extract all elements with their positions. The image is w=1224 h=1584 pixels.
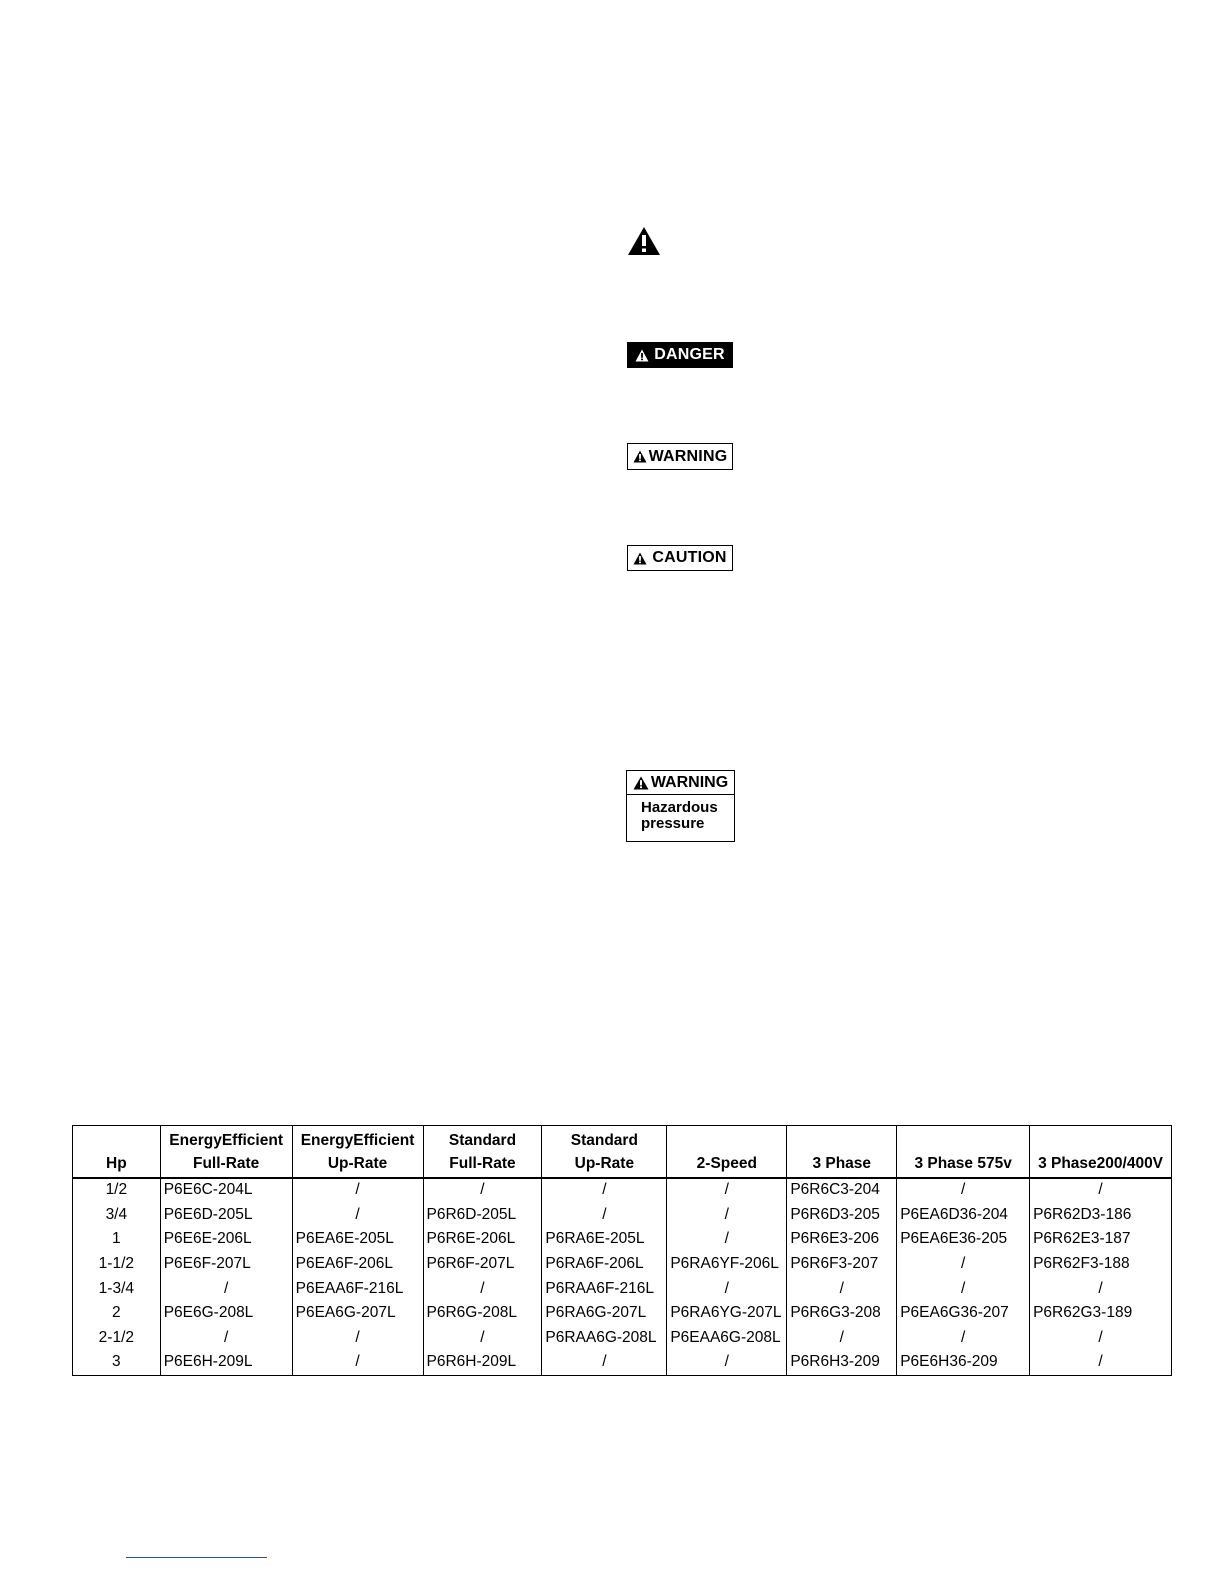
column-header-line xyxy=(1033,1129,1168,1152)
hazardous-pressure-warning xyxy=(626,770,735,842)
model-cell: / xyxy=(1030,1326,1172,1351)
hp-cell: 1-3/4 xyxy=(73,1276,161,1301)
column-header-line: 2-Speed xyxy=(696,1154,757,1172)
model-cell: P6R6H-209L xyxy=(423,1350,542,1375)
model-cell: P6R62F3-188 xyxy=(1030,1252,1172,1277)
caution-label xyxy=(627,545,733,571)
warning-triangle-icon xyxy=(633,450,647,463)
model-cell: / xyxy=(1030,1276,1172,1301)
model-cell: / xyxy=(787,1276,897,1301)
model-cell: / xyxy=(160,1276,292,1301)
model-cell: P6R62G3-189 xyxy=(1030,1301,1172,1326)
column-header-line xyxy=(670,1129,783,1152)
warning-triangle-icon xyxy=(633,776,649,790)
column-header-line xyxy=(790,1129,893,1152)
column-header xyxy=(667,1126,787,1178)
column-header-line: Up-Rate xyxy=(327,1154,388,1172)
model-cell: / xyxy=(542,1202,667,1227)
model-cell: / xyxy=(542,1178,667,1203)
pump-model-table xyxy=(72,1125,1172,1376)
table-row xyxy=(73,1301,1172,1326)
column-header xyxy=(160,1126,292,1178)
column-header xyxy=(73,1126,161,1178)
table-row xyxy=(73,1326,1172,1351)
warning-label-text: WARNING xyxy=(648,447,728,465)
model-cell: P6R62E3-187 xyxy=(1030,1227,1172,1252)
column-header xyxy=(787,1126,897,1178)
model-cell: P6RA6YG-207L xyxy=(667,1301,787,1326)
table-row xyxy=(73,1350,1172,1375)
table-row xyxy=(73,1178,1172,1203)
column-header-line xyxy=(900,1129,1026,1152)
warning-label xyxy=(627,443,733,470)
hp-cell: 3/4 xyxy=(73,1202,161,1227)
model-cell: P6RA6E-205L xyxy=(542,1227,667,1252)
hp-cell: 2 xyxy=(73,1301,161,1326)
model-cell: P6RA6YF-206L xyxy=(667,1252,787,1277)
model-cell: / xyxy=(667,1202,787,1227)
model-cell: / xyxy=(897,1326,1030,1351)
model-cell: P6EA6G-207L xyxy=(292,1301,423,1326)
model-cell: P6R6F-207L xyxy=(423,1252,542,1277)
column-header-line: Full-Rate xyxy=(192,1154,260,1172)
table-header-row xyxy=(73,1126,1172,1178)
model-cell: P6EAA6G-208L xyxy=(667,1326,787,1351)
model-cell: / xyxy=(292,1202,423,1227)
model-cell: P6E6H36-209 xyxy=(897,1350,1030,1375)
model-cell: P6EA6F-206L xyxy=(292,1252,423,1277)
model-cell: P6E6H-209L xyxy=(160,1350,292,1375)
model-cell: / xyxy=(292,1350,423,1375)
column-header-line: 3 Phase xyxy=(812,1154,872,1172)
warning-triangle-icon xyxy=(627,226,661,256)
column-header-line: EnergyEfficient xyxy=(169,1131,283,1149)
model-cell: P6RA6F-206L xyxy=(542,1252,667,1277)
model-cell: P6R6E-206L xyxy=(423,1227,542,1252)
model-cell: P6EA6E36-205 xyxy=(897,1227,1030,1252)
model-cell: / xyxy=(667,1350,787,1375)
model-cell: / xyxy=(897,1276,1030,1301)
table-row xyxy=(73,1202,1172,1227)
hp-cell: 3 xyxy=(73,1350,161,1375)
table-body xyxy=(73,1178,1172,1376)
caution-label-text: CAUTION xyxy=(652,549,727,566)
column-header xyxy=(542,1126,667,1178)
model-cell: P6E6C-204L xyxy=(160,1178,292,1203)
model-cell: P6RAA6G-208L xyxy=(542,1326,667,1351)
model-cell: / xyxy=(423,1276,542,1301)
hp-cell: 2-1/2 xyxy=(73,1326,161,1351)
warning-box-body xyxy=(627,795,734,832)
model-cell: P6R6G-208L xyxy=(423,1301,542,1326)
model-cell: / xyxy=(292,1326,423,1351)
warning-box-header xyxy=(627,771,734,795)
model-cell: / xyxy=(667,1178,787,1203)
model-cell: P6R6C3-204 xyxy=(787,1178,897,1203)
model-cell: / xyxy=(542,1350,667,1375)
column-header-line: Full-Rate xyxy=(449,1154,516,1172)
column-header xyxy=(292,1126,423,1178)
warning-box-line: Hazardous xyxy=(641,799,718,816)
danger-label xyxy=(627,342,733,368)
danger-label-text: DANGER xyxy=(654,346,725,363)
footer-rule xyxy=(126,1557,267,1558)
warning-triangle-icon xyxy=(633,552,647,565)
model-cell: / xyxy=(787,1326,897,1351)
model-cell: / xyxy=(423,1326,542,1351)
model-cell: P6EA6G36-207 xyxy=(897,1301,1030,1326)
model-cell: P6R6E3-206 xyxy=(787,1227,897,1252)
model-cell: / xyxy=(897,1178,1030,1203)
model-cell: P6EA6E-205L xyxy=(292,1227,423,1252)
warning-box-line: pressure xyxy=(641,815,705,832)
column-header xyxy=(897,1126,1030,1178)
model-cell: P6E6E-206L xyxy=(160,1227,292,1252)
column-header-line xyxy=(76,1129,157,1152)
column-header-line: 3 Phase 575v xyxy=(914,1154,1012,1172)
table-row xyxy=(73,1276,1172,1301)
model-cell: P6R6D3-205 xyxy=(787,1202,897,1227)
model-cell: P6R62D3-186 xyxy=(1030,1202,1172,1227)
hp-cell: 1/2 xyxy=(73,1178,161,1203)
model-cell: P6RAA6F-216L xyxy=(542,1276,667,1301)
model-cell: P6E6F-207L xyxy=(160,1252,292,1277)
table-row xyxy=(73,1252,1172,1277)
warning-triangle-icon xyxy=(635,349,649,362)
model-cell: / xyxy=(160,1326,292,1351)
model-cell: P6R6H3-209 xyxy=(787,1350,897,1375)
column-header-line: Hp xyxy=(106,1154,127,1172)
model-cell: P6RA6G-207L xyxy=(542,1301,667,1326)
model-cell: / xyxy=(1030,1178,1172,1203)
model-cell: / xyxy=(423,1178,542,1203)
model-cell: / xyxy=(1030,1350,1172,1375)
column-header xyxy=(423,1126,542,1178)
warning-box-title: WARNING xyxy=(650,773,729,791)
model-cell: / xyxy=(667,1276,787,1301)
column-header-line: 3 Phase200/400V xyxy=(1038,1154,1164,1172)
column-header-line: Standard xyxy=(570,1131,638,1149)
column-header-line: Up-Rate xyxy=(574,1154,635,1172)
model-cell: / xyxy=(292,1178,423,1203)
model-cell: P6EA6D36-204 xyxy=(897,1202,1030,1227)
column-header-line: EnergyEfficient xyxy=(300,1131,415,1149)
model-cell: / xyxy=(667,1227,787,1252)
table-row xyxy=(73,1227,1172,1252)
column-header-line: Standard xyxy=(448,1131,517,1149)
hp-cell: 1-1/2 xyxy=(73,1252,161,1277)
model-cell: P6E6D-205L xyxy=(160,1202,292,1227)
model-cell: P6R6F3-207 xyxy=(787,1252,897,1277)
column-header xyxy=(1030,1126,1172,1178)
hp-cell: 1 xyxy=(73,1227,161,1252)
model-cell: P6R6G3-208 xyxy=(787,1301,897,1326)
model-cell: P6E6G-208L xyxy=(160,1301,292,1326)
model-cell: / xyxy=(897,1252,1030,1277)
model-cell: P6EAA6F-216L xyxy=(292,1276,423,1301)
model-cell: P6R6D-205L xyxy=(423,1202,542,1227)
